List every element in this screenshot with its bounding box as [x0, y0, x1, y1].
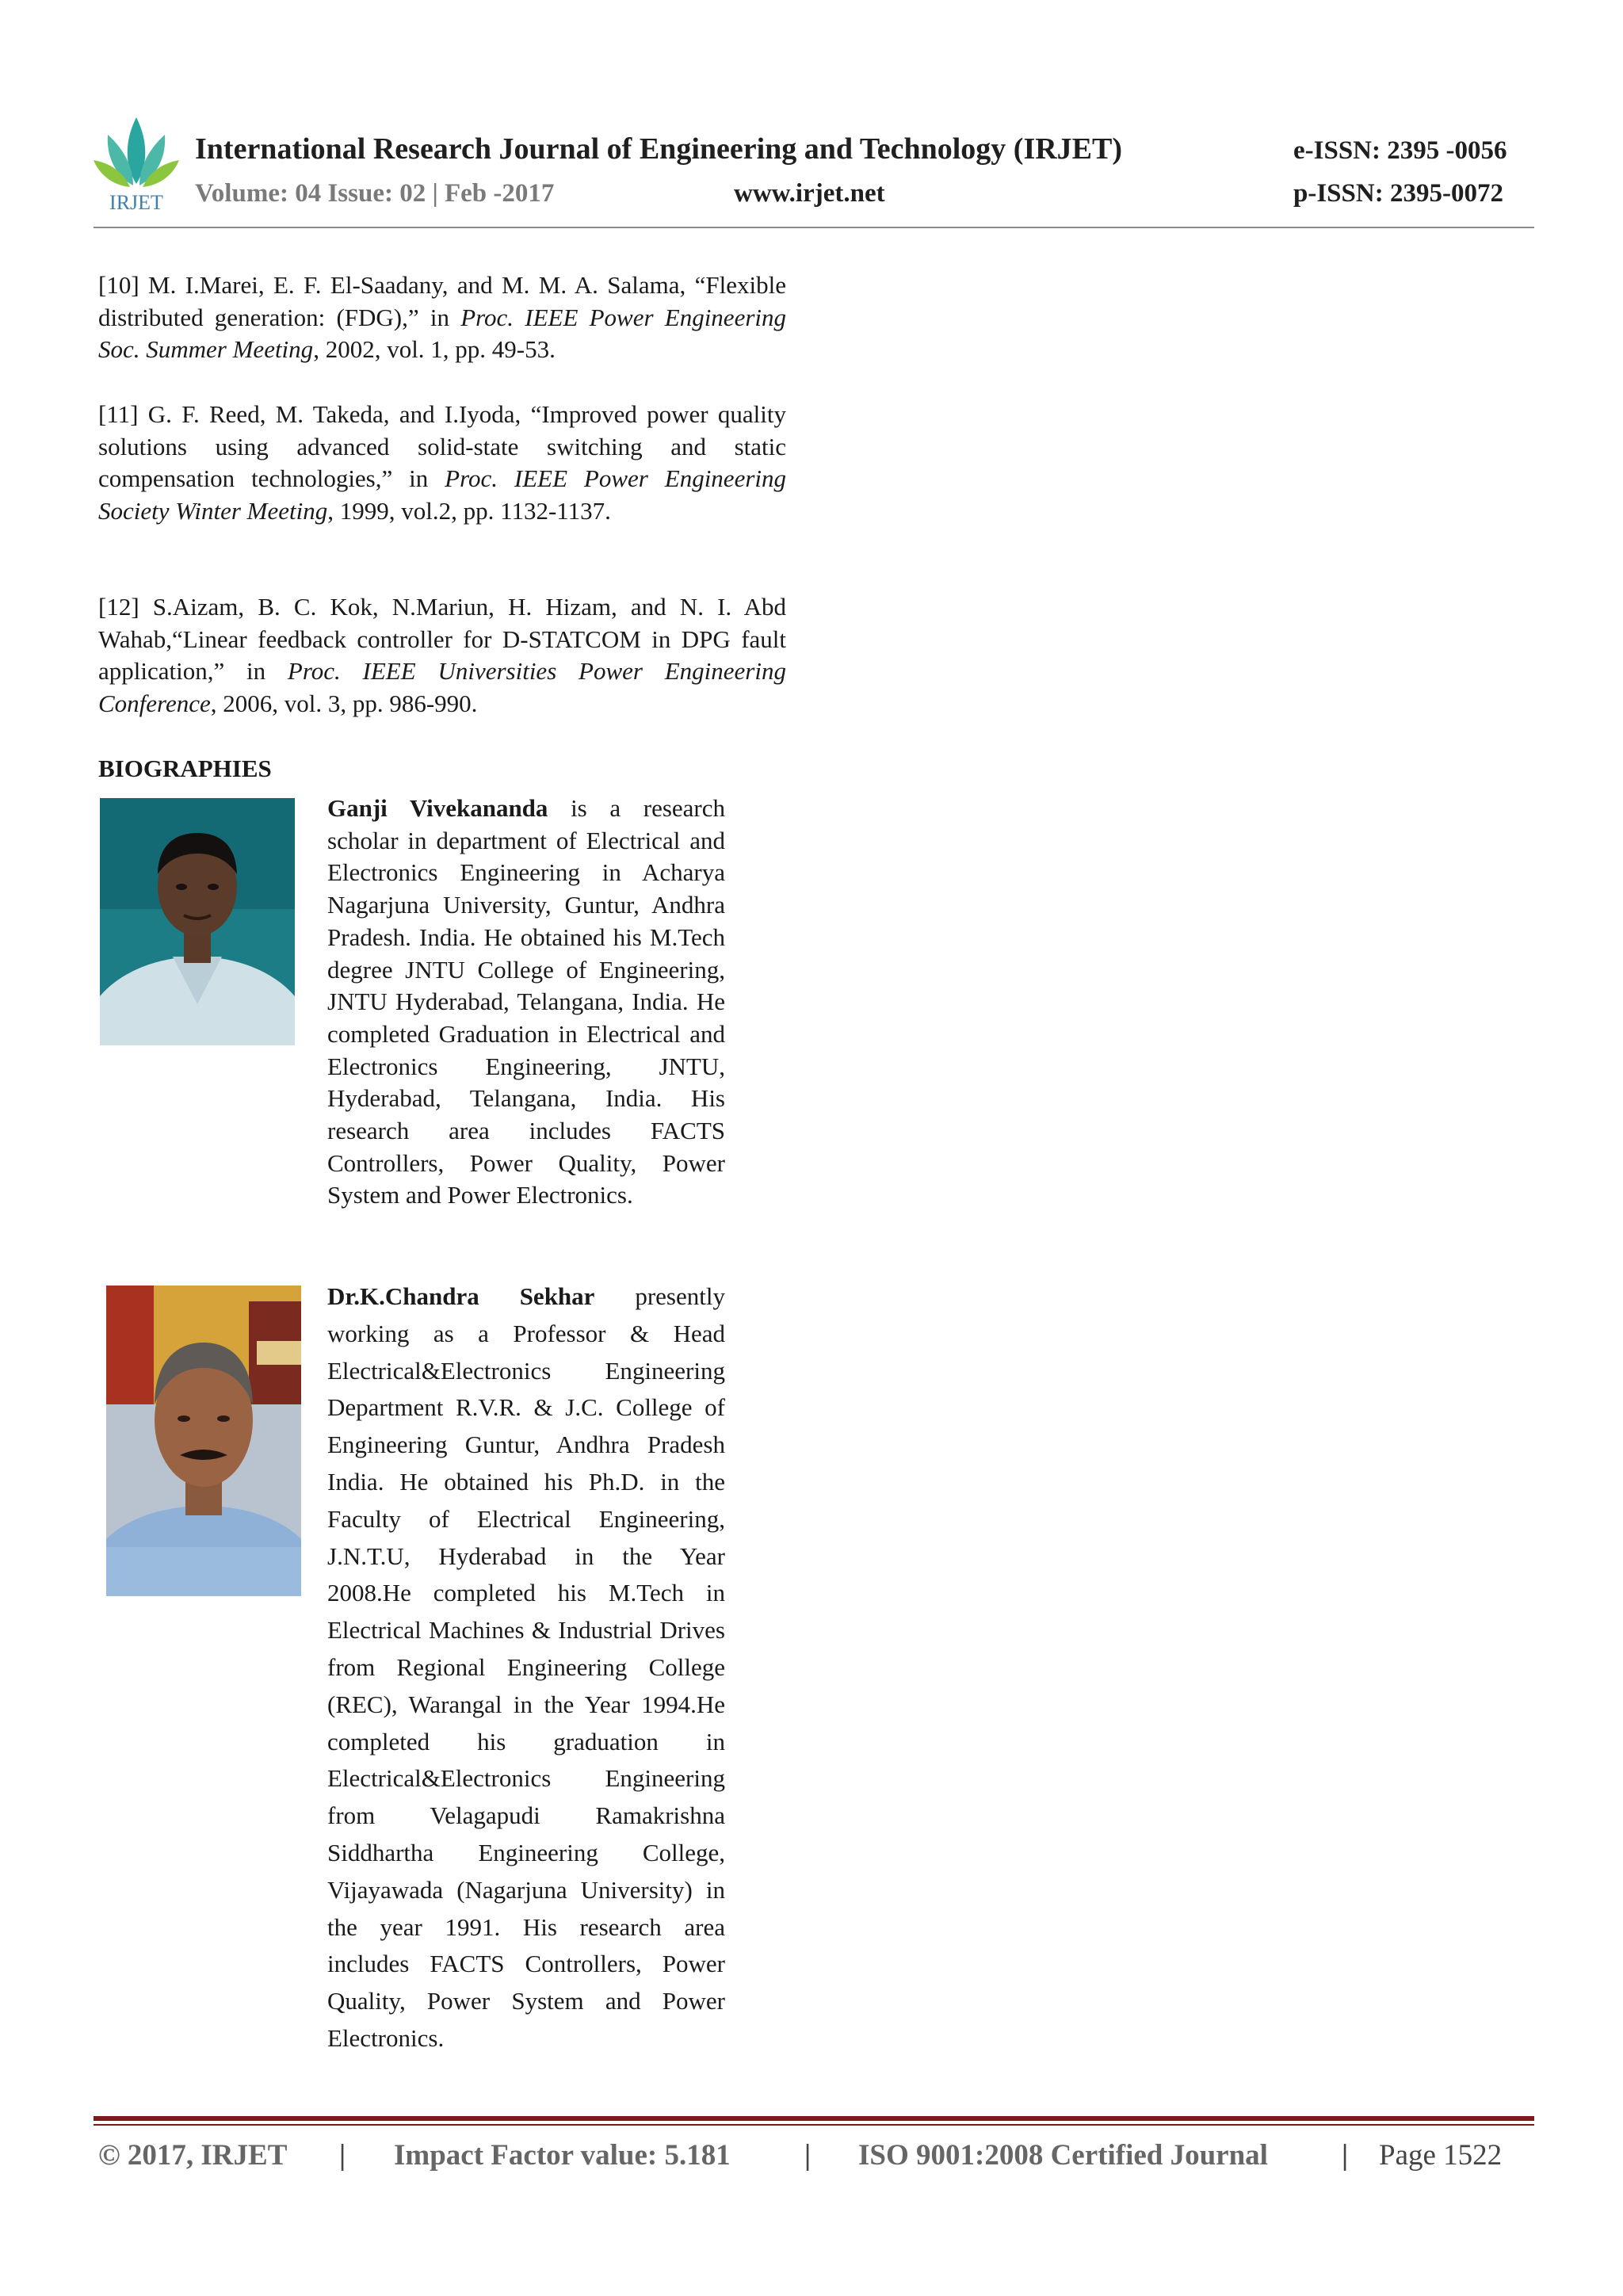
- p-issn: p-ISSN: 2395-0072: [1293, 179, 1503, 208]
- reference-12: [12] S.Aizam, B. C. Kok, N.Mariun, H. Hizam, and N. I. Abd Wahab,“Linear feedback controller for D-STATCOM in DPG fault application,” in Proc. IEEE Universities Power Engineering Conference, 2006, vol. 3, pp. 986-990.: [98, 593, 786, 717]
- footer-divider-thin: [94, 2124, 1534, 2126]
- biographies-heading: BIOGRAPHIES: [98, 755, 272, 782]
- bio-name: Dr.K.Chandra Sekhar: [327, 1282, 595, 1310]
- footer-separator: |: [804, 2139, 812, 2172]
- journal-title: International Research Journal of Engineering and Technology (IRJET): [195, 132, 1123, 166]
- footer-separator: |: [1342, 2139, 1349, 2172]
- header-divider: [94, 227, 1534, 228]
- e-issn: e-ISSN: 2395 -0056: [1293, 136, 1507, 165]
- logo-leaves-icon: [94, 117, 179, 187]
- footer-iso-certification: ISO 9001:2008 Certified Journal: [858, 2139, 1268, 2172]
- author-photo-vivekananda: [100, 798, 295, 1045]
- footer-separator: |: [339, 2139, 346, 2172]
- volume-issue: Volume: 04 Issue: 02 | Feb -2017: [195, 179, 555, 208]
- footer-copyright: © 2017, IRJET: [98, 2139, 288, 2172]
- biography-chandra-sekhar: Dr.K.Chandra Sekhar presently working as a Professor & Head Electrical&Electronics Engineering Department R.V.R. & J.C. College of Engineering Guntur, Andhra Pradesh India. He obtained his Ph.D. in the Faculty of Electrical Engineering, J.N.T.U, Hyderabad in the Year 2008.He completed his M.Tech in Electrical Machines & Industrial Drives from Regional Engineering College (REC), Warangal in the Year 1994.He completed his graduation in Electrical&Electronics Engineering from Velagapudi Ramakrishna Siddhartha Engineering College, Vijayawada (Nagarjuna University) in the year 1991. His research area includes FACTS Controllers, Power Quality, Power System and Power Electronics.: [327, 1282, 725, 2052]
- journal-website[interactable]: www.irjet.net: [734, 179, 885, 208]
- reference-10: [10] M. I.Marei, E. F. El-Saadany, and M. M. A. Salama, “Flexible distributed generation: (FDG),” in Proc. IEEE Power Engineering Soc. Summer Meeting, 2002, vol. 1, pp. 49-53.: [98, 271, 787, 363]
- biography-vivekananda: Ganji Vivekananda is a research scholar in department of Electrical and Electronics Engineering in Acharya Nagarjuna University, Guntur, Andhra Pradesh. India. He obtained his M.Tech degree JNTU College of Engineering, JNTU Hyderabad, Telangana, India. He completed Graduation in Electrical and Electronics Engineering, JNTU, Hyderabad, Telangana, India. His research area includes FACTS Controllers, Power Quality, Power System and Power Electronics.: [327, 794, 725, 1209]
- bio-name: Ganji Vivekananda: [327, 794, 548, 822]
- logo-text: IRJET: [109, 191, 163, 214]
- footer-page-number: Page 1522: [1379, 2139, 1503, 2172]
- author-photo-chandra-sekhar: [106, 1286, 301, 1596]
- footer-divider-thick: [94, 2116, 1534, 2121]
- footer-impact-factor: Impact Factor value: 5.181: [394, 2139, 731, 2172]
- reference-11: [11] G. F. Reed, M. Takeda, and I.Iyoda, “Improved power quality solutions using advanced solid-state switching and static compensation technologies,” in Proc. IEEE Power Engineering Society Winter Meeting, 1999, vol.2, pp. 1132-1137.: [98, 400, 786, 525]
- irjet-logo: [94, 111, 179, 214]
